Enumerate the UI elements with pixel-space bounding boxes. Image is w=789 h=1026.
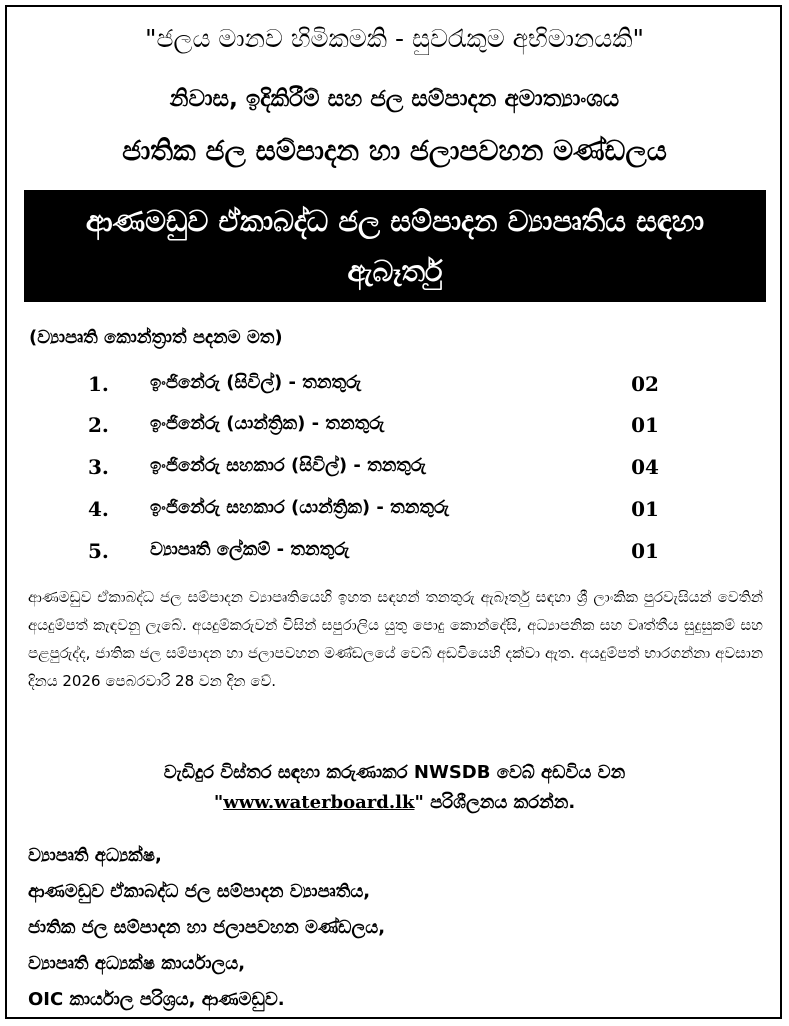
vacancy-row bbox=[0, 497, 789, 527]
website-line-1: වැඩිදුර විස්තර සඳහා කරුණාකර NWSDB වෙබ් අඩවිය වන bbox=[163, 762, 626, 783]
address-line: ව්‍යාපෘති අධ්‍යක්ෂ කාර්යාලය, bbox=[28, 953, 246, 974]
vacancy-number: 5. bbox=[88, 539, 109, 563]
website-link[interactable]: www.waterboard.lk bbox=[223, 792, 415, 813]
contact-address bbox=[28, 838, 385, 1018]
website-line-2-suffix: පරිශීලනය කරන්න. bbox=[430, 792, 576, 813]
address-line: ජාතික ජල සම්පාදන හා ජලාපවහන මණ්ඩලය, bbox=[28, 917, 386, 938]
quote-close: " bbox=[414, 792, 424, 813]
vacancy-number: 2. bbox=[88, 413, 109, 437]
banner-line-1: ආණමඩුව ඒකාබද්ධ ජල සම්පාදන ව්‍යාපෘතිය සඳහා bbox=[85, 204, 705, 238]
vacancy-count: 01 bbox=[631, 497, 659, 521]
vacancy-count: 01 bbox=[631, 413, 659, 437]
vacancy-count: 04 bbox=[631, 455, 659, 479]
website-notice bbox=[0, 758, 789, 818]
vacancy-title: ඉංජිනේරු සහකාර (යාන්ත්‍රික) - තනතුරු bbox=[150, 497, 450, 518]
website-line-2 bbox=[0, 788, 789, 818]
vacancy-row bbox=[0, 539, 789, 569]
address-line: ව්‍යාපෘති අධ්‍යක්ෂ, bbox=[28, 845, 162, 866]
description-paragraph: ආණමඩුව ඒකාබද්ධ ජල සම්පාදන ව්‍යාපෘතියෙහි ඉහත සඳහන් තනතුරු ඇබෑර්තු සඳහා ශ්‍රී ලාංකික පුරවැසියන් වෙතින් අයදුම්පත් කැඳවනු ලැබේ. අයදුම්කරුවන් විසින් සපුරාලිය යුතු පොදු කොන්දේසි, අධ්‍යාපනික සහ වෘත්තීය සුදුසුකම් සහ පළපුරුද්ද, ජාතික ජල සම්පාදන හා ජලාපවහන මණ්ඩලයේ වෙබ් අඩවියෙහි දක්වා ඇත. අයදුම්පත් භාරගන්නා අවසාන දිනය 2026 පෙබරවාරි 28 වන දින වේ. bbox=[28, 588, 763, 690]
vacancy-row bbox=[0, 413, 789, 443]
vacancies-banner bbox=[24, 190, 766, 302]
vacancy-row bbox=[0, 455, 789, 485]
vacancy-title: ඉංජිනේරු (යාන්ත්‍රික) - තනතුරු bbox=[150, 413, 385, 434]
slogan: "ජලය මානව හිමිකමකි - සුවරැකුම අභිමානයකි" bbox=[144, 24, 644, 53]
vacancy-title: ඉංජිනේරු සහකාර (සිවිල්) - තනතුරු bbox=[150, 455, 426, 476]
address-line: OIC කාර්යාල පරිශ්‍රය, ආණමඩුව. bbox=[28, 989, 285, 1010]
vacancy-number: 4. bbox=[88, 497, 109, 521]
address-line: ආණමඩුව ඒකාබද්ධ ජල සම්පාදන ව්‍යාපෘතිය, bbox=[28, 881, 371, 902]
banner-line-2: ඇබෑර්තු bbox=[347, 254, 443, 288]
vacancy-row bbox=[0, 372, 789, 402]
vacancy-count: 02 bbox=[631, 372, 659, 396]
quote-open: " bbox=[213, 792, 224, 813]
vacancy-number: 3. bbox=[88, 455, 109, 479]
vacancy-title: ව්‍යාපෘති ලේකම් - තනතුරු bbox=[150, 539, 350, 560]
ministry-name: නිවාස, ඉදිකිරීම් සහ ජල සම්පාදන අමාත්‍යාංශය bbox=[169, 86, 620, 112]
vacancy-number: 1. bbox=[88, 372, 109, 396]
contract-basis: (ව්‍යාපෘති කොන්ත්‍රාත් පදනම මත) bbox=[29, 327, 283, 348]
board-name: ජාතික ජල සම්පාදන හා ජලාපවහන මණ්ඩලය bbox=[122, 134, 667, 167]
vacancy-title: ඉංජිනේරු (සිවිල්) - තනතුරු bbox=[150, 372, 362, 393]
vacancy-count: 01 bbox=[631, 539, 659, 563]
